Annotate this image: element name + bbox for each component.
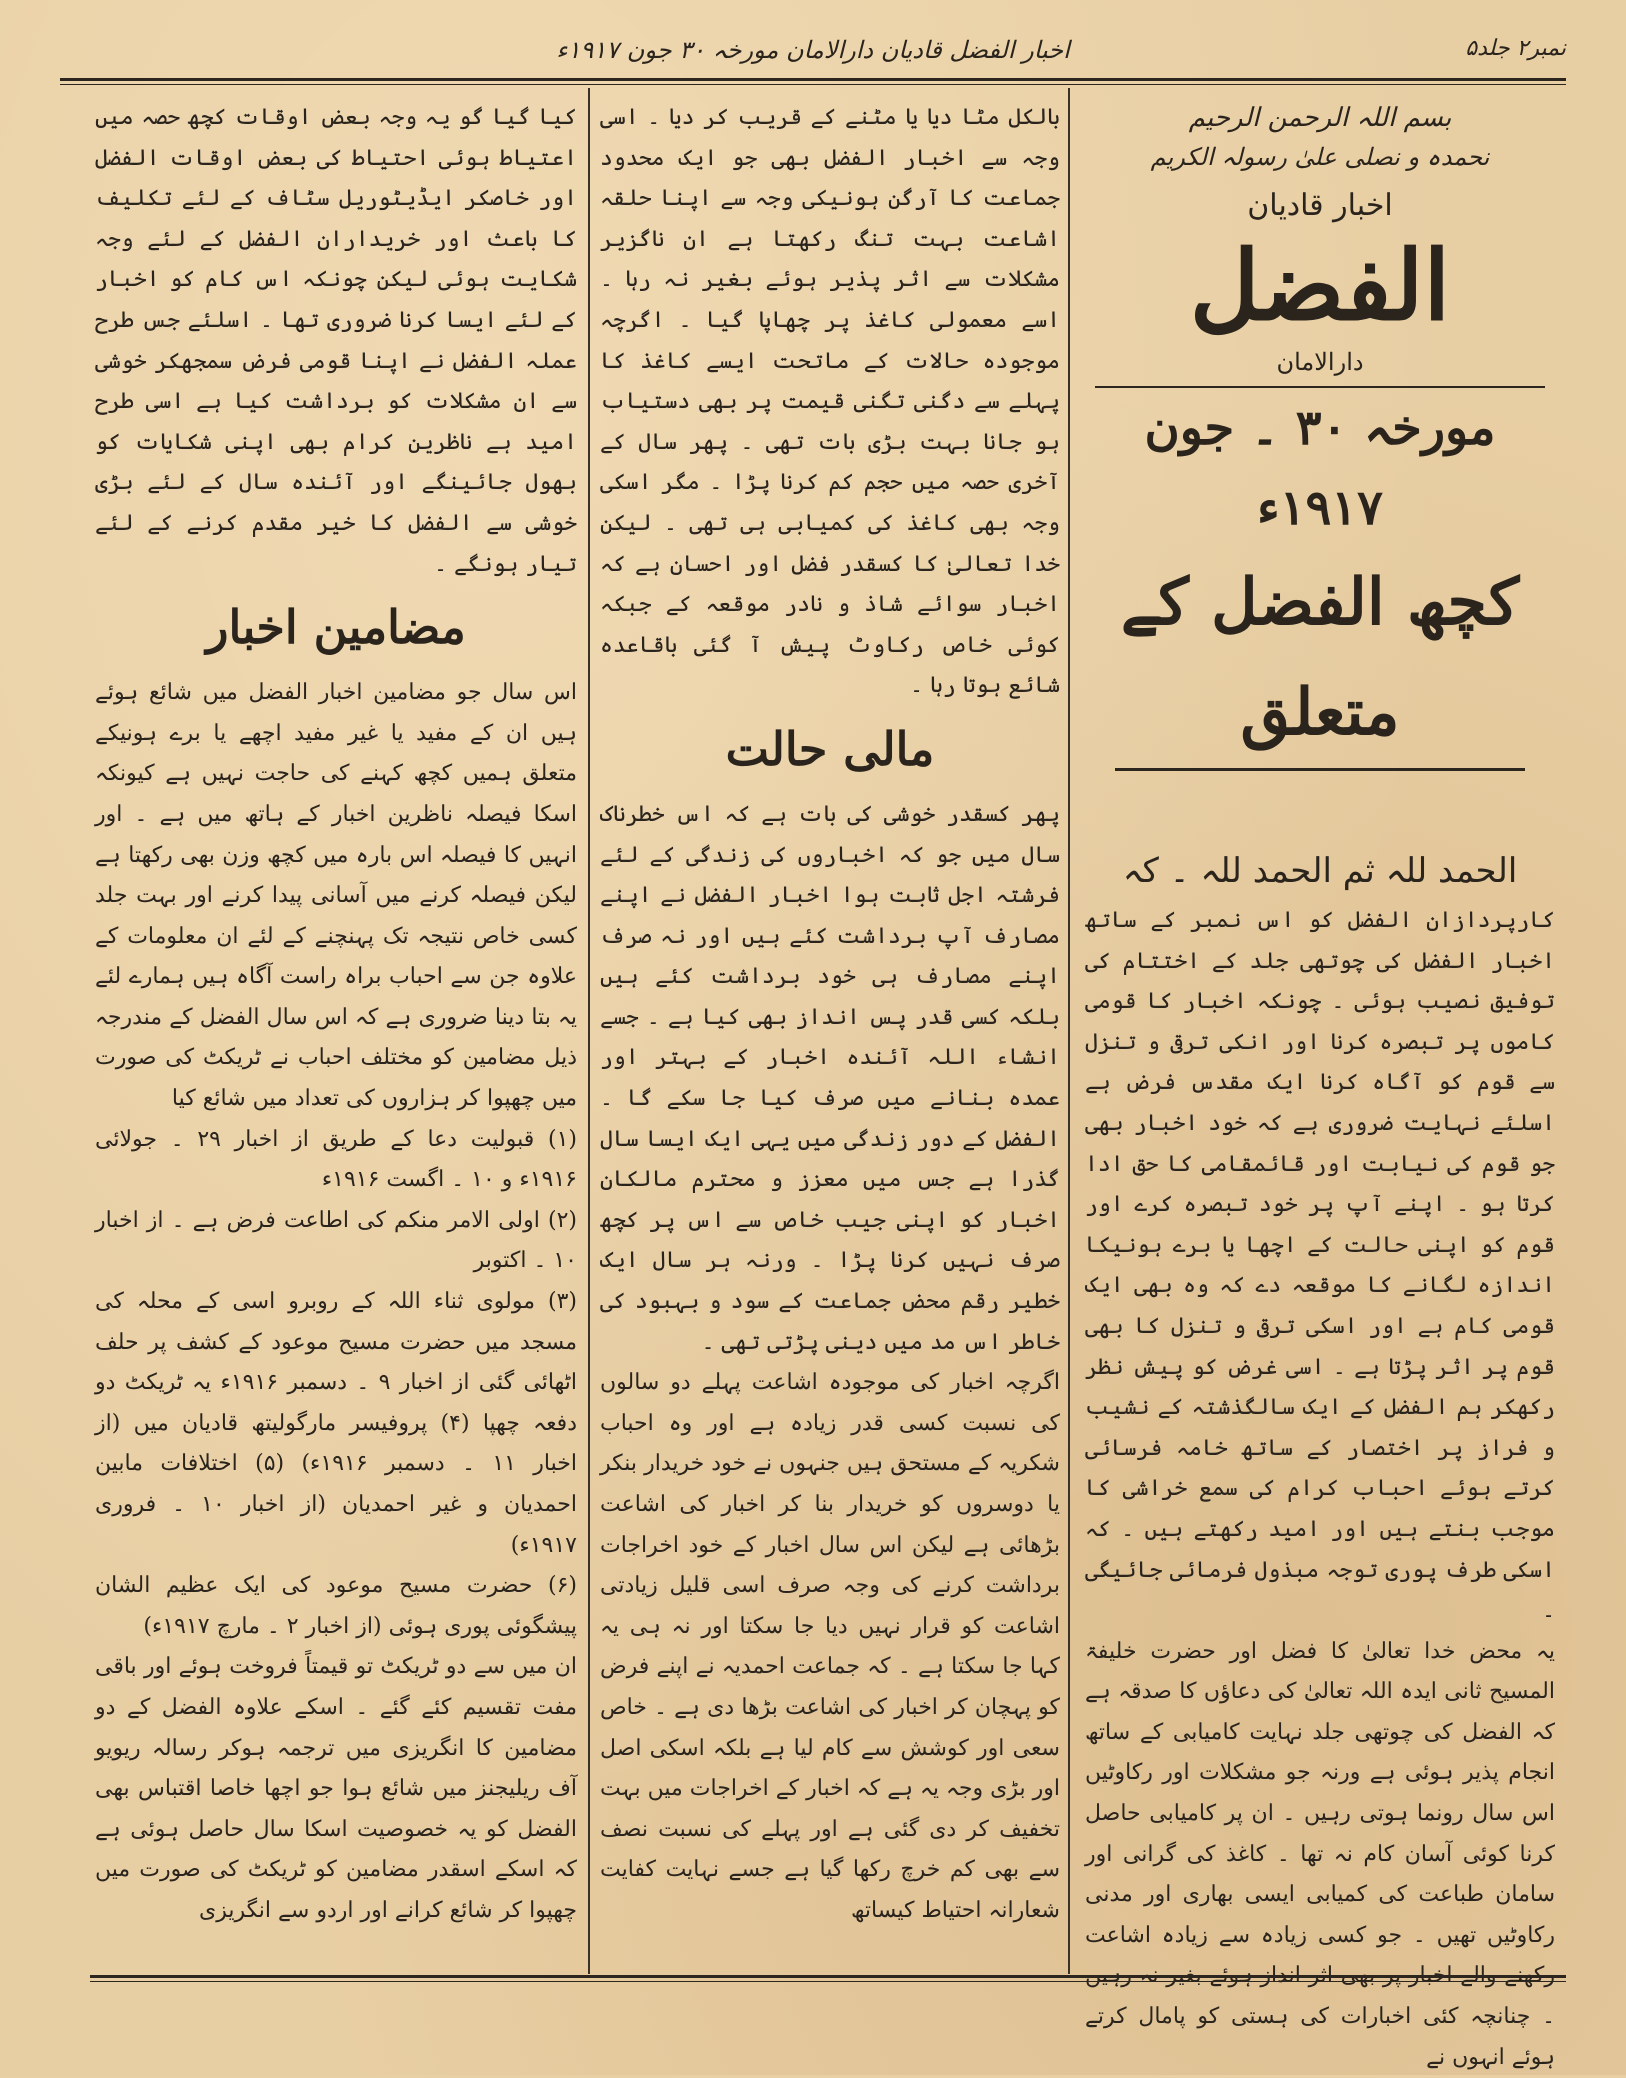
opening-line: الحمد للہ ثم الحمد للہ ۔ کہ: [1122, 851, 1518, 891]
paragraph: ان میں سے دو ٹریکٹ تو قیمتاً فروخت ہوئے اور باقی مفت تقسیم کئے گئے ۔ اسکے علاوہ الفضل کے دو مضامین کا انگریزی میں ترجمہ ہوکر رسالہ ریویو آف ریلیجنز میں شائع ہوا جو اچھا خاصا اقتباس بھی الفضل کو یہ خصوصیت اسکا سال حاصل ہوئی ہے کہ اسکے اسقدر مضامین کو ٹریکٹ کی صورت میں چھپوا کر شائع کرانے اور اردو سے انگریزی: [95, 1654, 577, 1923]
section-heading-mali-halat: مالی حالت: [725, 721, 935, 776]
list-item: (۱) قبولیت دعا کے طریق از اخبار ۲۹ ۔ جولائی ۱۹۱۶ء و ۱۰ ۔ اگست ۱۹۱۶ء: [95, 1126, 577, 1193]
bismillah: بسم اللہ الرحمن الرحیم: [1188, 103, 1452, 133]
akhbar-qadian: اخبار قادیان: [1247, 188, 1393, 223]
column-divider-right: [1068, 88, 1070, 1974]
masthead-title: الفضل: [1189, 229, 1451, 342]
paragraph: یہ محض خدا تعالیٰ کا فضل اور حضرت خلیفۃ المسیح ثانی ایدہ اللہ تعالیٰ کی دعاؤں کا صدقہ ہے کہ الفضل کی چوتھی جلد نہایت کامیابی کے ساتھ انجام پذیر ہوئی ہے ورنہ جو مشکلات اور رکاوٹیں اس سال رونما ہوتی رہیں ۔ ان پر کامیابی حاصل کرنا کوئی آسان کام نہ تھا ۔ کاغذ کی گرانی اور سامان طباعت کی کمیابی ایسی بھاری اور مدنی رکاوٹیں تھیں ۔ جو کسی زیادہ سے زیادہ اشاعت رکھنے والے اخبار پر بھی اثر انداز ہوئے بغیر نہ رہیں ۔ چنانچہ کئی اخبارات کی ہستی کو پامال کرتے ہوئے انہوں نے: [1085, 1638, 1555, 2070]
paragraph: کیا گیا گو یہ وجہ بعض اوقات کچھ حصہ میں اعتیاط ہوئی احتیاط کی بعض اوقات الفضل اور خاصکر ایڈیٹوریل سٹاف کے لئے تکلیف کا باعث اور خریداران الفضل کے لئے وجہ شکایت ہوئی لیکن چونکہ اس کام کو اخبار کے لئے ایسا کرنا ضروری تھا ۔ اسلئے جس طرح عملہ الفضل نے اپنا قومی فرض سمجھکر خوشی سے ان مشکلات کو برداشت کیا ہے اسی طرح امید ہے ناظرین کرام بھی اپنی شکایات کو بھول جائینگے اور آئندہ سال کے لئے بڑی خوشی سے الفضل کا خیر مقدم کرنے کے لئے تیار ہونگے ۔: [95, 105, 577, 577]
section-heading-mazameen: مضامین اخبار: [206, 600, 466, 655]
paragraph: اس سال جو مضامین اخبار الفضل میں شائع ہوئے ہیں ان کے مفید یا غیر مفید اچھے یا برے ہونیکے متعلق ہمیں کچھ کہنے کی حاجت نہیں ہے کیونکہ اسکا فیصلہ ناظرین اخبار کے ہاتھ میں ہے ۔ اور انہیں کا فیصلہ اس بارہ میں کچھ وزن بھی رکھتا ہے لیکن فیصلہ کرنے میں آسانی پیدا کرنے اور بہت جلد کسی خاص نتیجہ تک پہنچنے کے لئے ان معلومات کے علاوہ جن سے احباب براہ راست آگاہ ہیں ہمارے لئے یہ بتا دینا ضروری ہے کہ اس سال الفضل کے مندرجہ ذیل مضامین کو مختلف احباب نے ٹریکٹ کی صورت میں چھپوا کر ہزاروں کی تعداد میں شائع کیا: [95, 680, 577, 1112]
darul-aman: دارالامان: [1276, 348, 1364, 376]
paragraph: بالکل مٹا دیا یا مٹنے کے قریب کر دیا ۔ اسی وجہ سے اخبار الفضل بھی جو ایک محدود جماعت کا آرگن ہونیکی وجہ سے اپنا حلقہ اشاعت بہت تنگ رکھتا ہے ان ناگزیر مشکلات سے اثر پذیر ہوئے بغیر نہ رہا ۔ اسے معمولی کاغذ پر چھاپا گیا ۔ اگرچہ موجودہ حالات کے ماتحت ایسے کاغذ کا پہلے سے دگنی تگنی قیمت پر بھی دستیاب ہو جانا بہت بڑی بات تھی ۔ پھر سال کے آخری حصہ میں حجم کم کرنا پڑا ۔ مگر اسکی وجہ بھی کاغذ کی کمیابی ہی تھی ۔ لیکن خدا تعالیٰ کا کسقدر فضل اور احسان ہے کہ اخبار سوائے شاذ و نادر موقعہ کے جبکہ کوئی خاص رکاوٹ پیش آ گئی باقاعدہ شائع ہوتا رہا ۔: [600, 105, 1060, 699]
list-item: (۲) اولی الامر منکم کی اطاعت فرض ہے ۔ از اخبار ۱۰ ۔ اکتوبر: [95, 1207, 577, 1274]
list-item: (۶) حضرت مسیح موعود کی ایک عظیم الشان پیشگوئی پوری ہوئی (از اخبار ۲ ۔ مارچ ۱۹۱۷ء): [95, 1573, 577, 1639]
column-middle: [600, 98, 1060, 1968]
masthead: [1085, 98, 1555, 771]
column-left: [95, 98, 577, 1968]
issue-date: مورخہ ۳۰ ۔ جون ۱۹۱۷ء: [1144, 400, 1496, 536]
salutation: نحمدہ و نصلی علیٰ رسولہ الکریم: [1150, 143, 1490, 171]
page-number: نمبر۲ جلد۵: [1465, 36, 1566, 61]
paragraph: اگرچہ اخبار کی موجودہ اشاعت پہلے دو سالوں کی نسبت کسی قدر زیادہ ہے اور وہ احباب شکریہ کے مستحق ہیں جنہوں نے خود خریدار بنکر یا دوسروں کو خریدار بنا کر اخبار کی اشاعت بڑھائی ہے لیکن اس سال اخبار کے خود اخراجات برداشت کرنے کی وجہ صرف اسی قلیل زیادتی اشاعت کو قرار نہیں دیا جا سکتا اور نہ ہی یہ کہا جا سکتا ہے ۔ کہ جماعت احمدیہ نے اپنے فرض کو پہچان کر اخبار کی اشاعت بڑھا دی ہے ۔ خاص سعی اور کوشش سے کام لیا ہے بلکہ اسکی اصل اور بڑی وجہ یہ ہے کہ اخبار کے اخراجات میں بہت تخفیف کر دی گئی ہے اور پہلے کی نسبت نصف سے بھی کم خرچ رکھا گیا ہے جسے نہایت کفایت شعارانہ احتیاط کیساتھ: [600, 1370, 1060, 1923]
article-title-rule: [1115, 768, 1525, 771]
bottom-rule: [90, 1975, 1566, 1978]
column-divider-left: [588, 88, 590, 1974]
bottom-rule-thin: [90, 1981, 1566, 1982]
running-head: اخبار الفضل قادیان دارالامان مورخہ ۳۰ جون ۱۹۱۷ء: [556, 36, 1070, 64]
paragraph: کارپردازان الفضل کو اس نمبر کے ساتھ اخبار الفضل کی چوتھی جلد کے اختتام کی توفیق نصیب ہوئی ۔ چونکہ اخبار کا قومی کاموں پر تبصرہ کرنا اور انکی ترقی و تنزل سے قوم کو آگاہ کرنا ایک مقدس فرض ہے اسلئے نہایت ضروری ہے کہ خود اخبار بھی جو قوم کی نیابت اور قائمقامی کا حق ادا کرتا ہو ۔ اپنے آپ پر خود تبصرہ کرے اور قوم کو اپنی حالت کے اچھا یا برے ہونیکا اندازہ لگانے کا موقعہ دے کہ وہ بھی ایک قومی کام ہے اور اسکی ترقی و تنزل کا بھی قوم پر اثر پڑتا ہے ۔ اسی غرض کو پیش نظر رکھکر ہم الفضل کے ایک سالگذشتہ کے نشیب و فراز پر اختصار کے ساتھ خامہ فرسائی کرتے ہوئے احباب کرام کی سمع خراشی کا موجب بنتے ہیں اور امید رکھتے ہیں ۔ کہ اسکی طرف پوری توجہ مبذول فرمائی جائیگی ۔: [1085, 908, 1555, 1624]
paragraph: پھر کسقدر خوشی کی بات ہے کہ اس خطرناک سال میں جو کہ اخباروں کی زندگی کے لئے فرشتہ اجل ثابت ہوا اخبار الفضل نے اپنے مصارف آپ برداشت کئے ہیں اور نہ صرف اپنے مصارف ہی خود برداشت کئے ہیں بلکہ کسی قدر پس انداز بھی کیا ہے ۔ جسے انشاء اللہ آئندہ اخبار کے بہتر اور عمدہ بنانے میں صرف کیا جا سکے گا ۔ الفضل کے دور زندگی میں یہی ایک ایسا سال گذرا ہے جس میں معزز و محترم مالکان اخبار کو اپنی جیب خاص سے اس پر کچھ صرف نہیں کرنا پڑا ۔ ورنہ ہر سال ایک خطیر رقم محض جماعت کے سود و بہبود کی خاطر اس مد میں دینی پڑتی تھی ۔: [600, 801, 1060, 1355]
list-item: (۳) مولوی ثناء اللہ کے روبرو اسی کے محلہ کی مسجد میں حضرت مسیح موعود کے کشف پر حلف اٹھائی گئی از اخبار ۹ ۔ دسمبر ۱۹۱۶ء یہ ٹریکٹ دو دفعہ چھپا (۴) پروفیسر مارگولیتھ قادیان میں (از اخبار ۱۱ ۔ دسمبر ۱۹۱۶ء) (۵) اختلافات مابین احمدیان و غیر احمدیان (از اخبار ۱۰ ۔ فروری ۱۹۱۷ء): [95, 1289, 578, 1558]
article-title: کچھ الفضل کے متعلق: [1120, 565, 1520, 750]
top-rule: [60, 78, 1566, 81]
top-rule-thin: [60, 84, 1566, 85]
top-bar: [60, 30, 1566, 90]
column-right: [1085, 98, 1555, 2070]
